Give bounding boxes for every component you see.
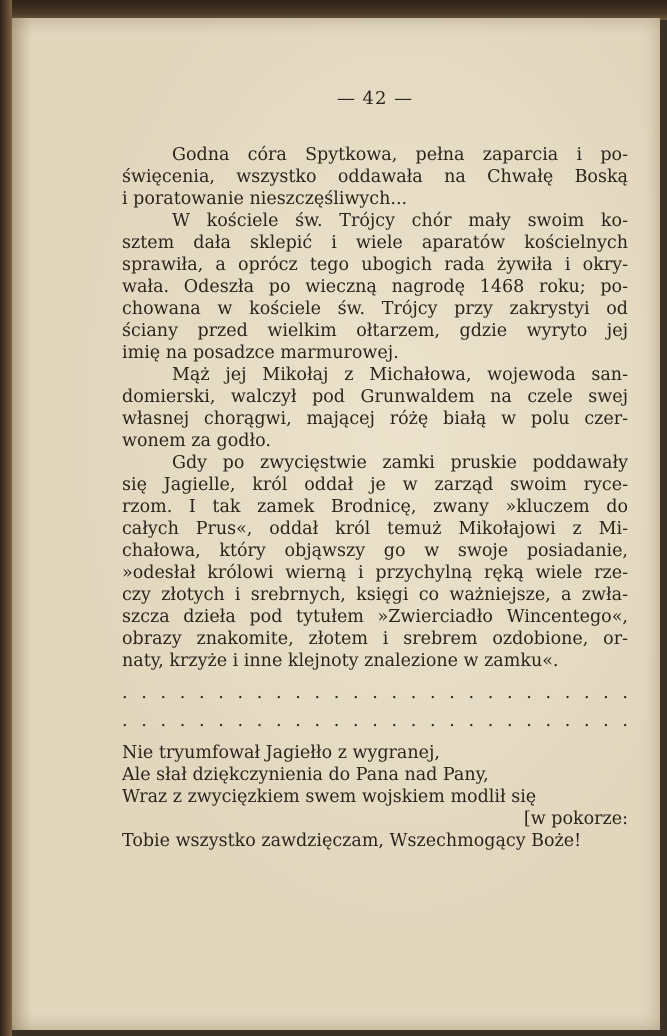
- text-line: imię na posadzce marmurowej.: [122, 343, 399, 363]
- book-spine-edge: [0, 0, 12, 1036]
- text-line: W kościele św. Trójcy chór mały swoim ko-: [172, 211, 628, 231]
- text-line: chowana w kościele św. Trójcy przy zakrystyi od: [122, 299, 628, 319]
- text-line: ściany przed wielkim ołtarzem, gdzie wyryto jej: [122, 321, 628, 341]
- text-line: domierski, walczył pod Grunwaldem na czele swej: [122, 387, 628, 407]
- text-line: wonem za godło.: [122, 431, 271, 451]
- verse-line: Wraz z zwycięzkiem swem wojskiem modlił się: [122, 787, 537, 807]
- text-line: całych Prus«, oddał król temuż Mikołajowi z Mi-: [122, 519, 628, 539]
- text-line: i poratowanie nieszczęśliwych...: [122, 189, 408, 209]
- text-line: wała. Odeszła po wieczną nagrodę 1468 roku; po-: [122, 277, 628, 297]
- text-line: naty, krzyże i inne klejnoty znalezione w zamku«.: [122, 651, 559, 671]
- text-line: własnej chorągwi, mającej różę białą w polu czer-: [122, 409, 628, 429]
- dotted-separator: . . . . . . . . . . . . . . . . . . . . . . . . . . .: [122, 683, 628, 703]
- text-line: czy złotych i srebrnych, księgi co ważniejsze, a zwła-: [122, 585, 628, 605]
- text-line: sztem dała sklepić i wiele aparatów kościelnych: [122, 233, 628, 253]
- text-line: Godna córa Spytkowa, pełna zaparcia i po-: [172, 145, 628, 165]
- text-line: Mąż jej Mikołaj z Michałowa, wojewoda san-: [172, 365, 628, 385]
- text-line: sprawiła, a oprócz tego ubogich rada żywiła i okry-: [122, 255, 628, 275]
- text-line: Gdy po zwycięstwie zamki pruskie poddawały: [172, 453, 628, 473]
- text-line: »odesłał królowi wierną i przychylną ręką wiele rze-: [122, 563, 628, 583]
- verse-line-continuation: [w pokorze:: [523, 809, 628, 829]
- text-line: święcenia, wszystko oddawała na Chwałę Boską: [122, 167, 628, 187]
- page-top-shadow: [0, 0, 667, 20]
- text-line: chałowa, który objąwszy go w swoje posiadanie,: [122, 541, 628, 561]
- verse-line: Nie tryumfował Jagiełło z wygranej,: [122, 743, 440, 763]
- text-line: rzom. I tak zamek Brodnicę, zwany »kluczem do: [122, 497, 628, 517]
- verse-line: Tobie wszystko zawdzięczam, Wszechmogący Boże!: [122, 831, 582, 851]
- text-line: obrazy znakomite, złotem i srebrem ozdobione, or-: [122, 629, 628, 649]
- verse-line: Ale słał dziękczynienia do Pana nad Pany,: [122, 765, 489, 785]
- page-number: — 42 —: [336, 88, 414, 109]
- dotted-separator: . . . . . . . . . . . . . . . . . . . . . . . . . . .: [122, 711, 628, 731]
- text-line: szcza dzieła pod tytułem »Zwierciadło Wincentego«,: [122, 607, 628, 627]
- text-line: się Jagielle, król oddał je w zarząd swoim ryce-: [122, 475, 628, 495]
